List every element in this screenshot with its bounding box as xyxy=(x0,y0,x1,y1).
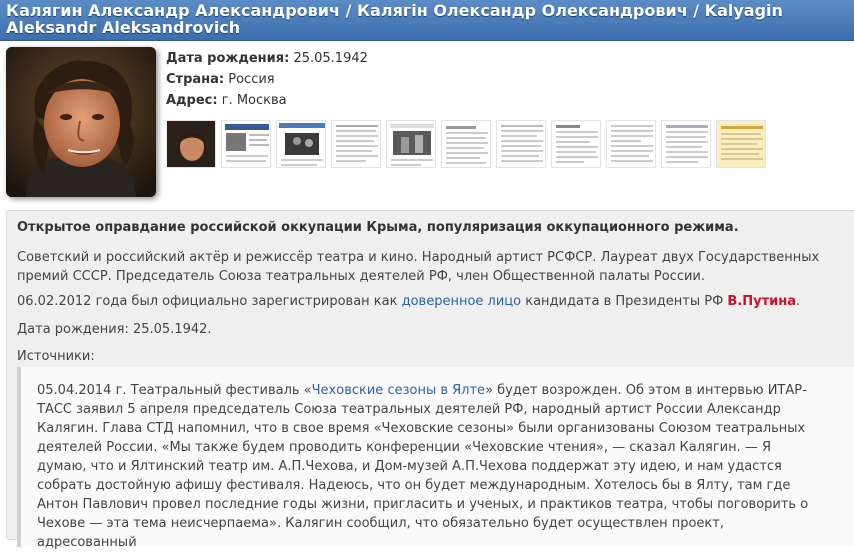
chekhov-seasons-link[interactable]: Чеховские сезоны в Ялте xyxy=(311,383,486,398)
thumbnail-text-page[interactable] xyxy=(551,120,601,168)
thumbnail-text-page[interactable] xyxy=(331,120,381,168)
country-value: Россия xyxy=(228,72,275,87)
thumbnail-text-page[interactable] xyxy=(661,120,711,168)
address-row xyxy=(166,90,368,111)
quote-text xyxy=(37,381,817,552)
address-label: Адрес: xyxy=(166,93,218,108)
bio-paragraph: Советский и российский актёр и режиссёр театра и кино. Народный артист РСФСР. Лауреат двух Государственных премий СССР. Председатель Союза театральных деятелей РФ, член Общественной палаты России. xyxy=(17,250,820,284)
thumbnail-text-page[interactable] xyxy=(441,120,491,168)
thumbnail-article-photo[interactable] xyxy=(276,120,326,168)
portrait-image xyxy=(6,47,156,197)
birth-value: 25.05.1942 xyxy=(293,51,368,66)
portrait-photo[interactable] xyxy=(6,47,156,197)
birth-line: Дата рождения: 25.05.1942. xyxy=(17,322,212,337)
thumbnail-text-page[interactable] xyxy=(606,120,656,168)
thumbnail-yellow-document[interactable] xyxy=(716,120,766,168)
sources-label: Источники: xyxy=(17,349,95,364)
registration-paragraph xyxy=(17,292,853,311)
putin-link[interactable]: В.Путина xyxy=(727,294,797,309)
profile-info xyxy=(166,48,368,111)
page-header xyxy=(0,0,854,41)
page-title: Калягин Александр Александрович / Калягiн Олександр Олександрович / Kalyagin Aleksandr Aleksandrovich xyxy=(6,1,783,37)
content-panel xyxy=(6,210,854,550)
trusted-person-link[interactable]: доверенное лицо xyxy=(401,294,522,309)
address-value: г. Москва xyxy=(221,93,287,108)
birth-label: Дата рождения: xyxy=(166,51,290,66)
birth-row xyxy=(166,48,368,69)
source-quote xyxy=(17,367,854,550)
lead-statement: Открытое оправдание российской оккупации Крыма, популяризация оккупационного режима. xyxy=(17,220,739,235)
thumbnail-text-page[interactable] xyxy=(496,120,546,168)
quote-text-1: 05.04.2014 г. Театральный фестиваль « xyxy=(37,383,312,398)
quote-text-2: » будет возрожден. Об этом в интервью ИТАР-ТАСС заявил 5 апреля председатель Союза театральных деятелей РФ, народный артист России Александр Калягин. Глава СТД напомнил, что в свое время «Чеховские сезоны» были организованы Союзом театральных деятелей России. «Мы также будем проводить конференции «Чеховские чтения», — сказал Калягин. — Я думаю, что и Ялтинский театр им. А.П.Чехова, и Дом-музей А.П.Чехова поддержат эту идею, и нам удастся собрать достойную афишу фестиваля. Надеюсь, что он будет международным. Хотелось бы в Ялту, там где Антон Павлович провел последние годы жизни, пригласить и ученых, и практиков театра, чтобы поговорить о Чехове — эта тема неисчерпаема». Калягин сообщил, что обязательно будет осуществлен проект, адресованный xyxy=(37,383,809,550)
thumbnail-document[interactable] xyxy=(221,120,271,168)
thumbnail-portrait[interactable] xyxy=(166,120,216,168)
country-row xyxy=(166,69,368,90)
reg-text-1: 06.02.2012 года был официально зарегистрирован как xyxy=(17,294,402,309)
reg-text-2: кандидата в Президенты РФ xyxy=(521,294,728,309)
thumbnail-photo-page[interactable] xyxy=(386,120,436,168)
reg-text-3: . xyxy=(796,294,801,309)
country-label: Страна: xyxy=(166,72,225,87)
